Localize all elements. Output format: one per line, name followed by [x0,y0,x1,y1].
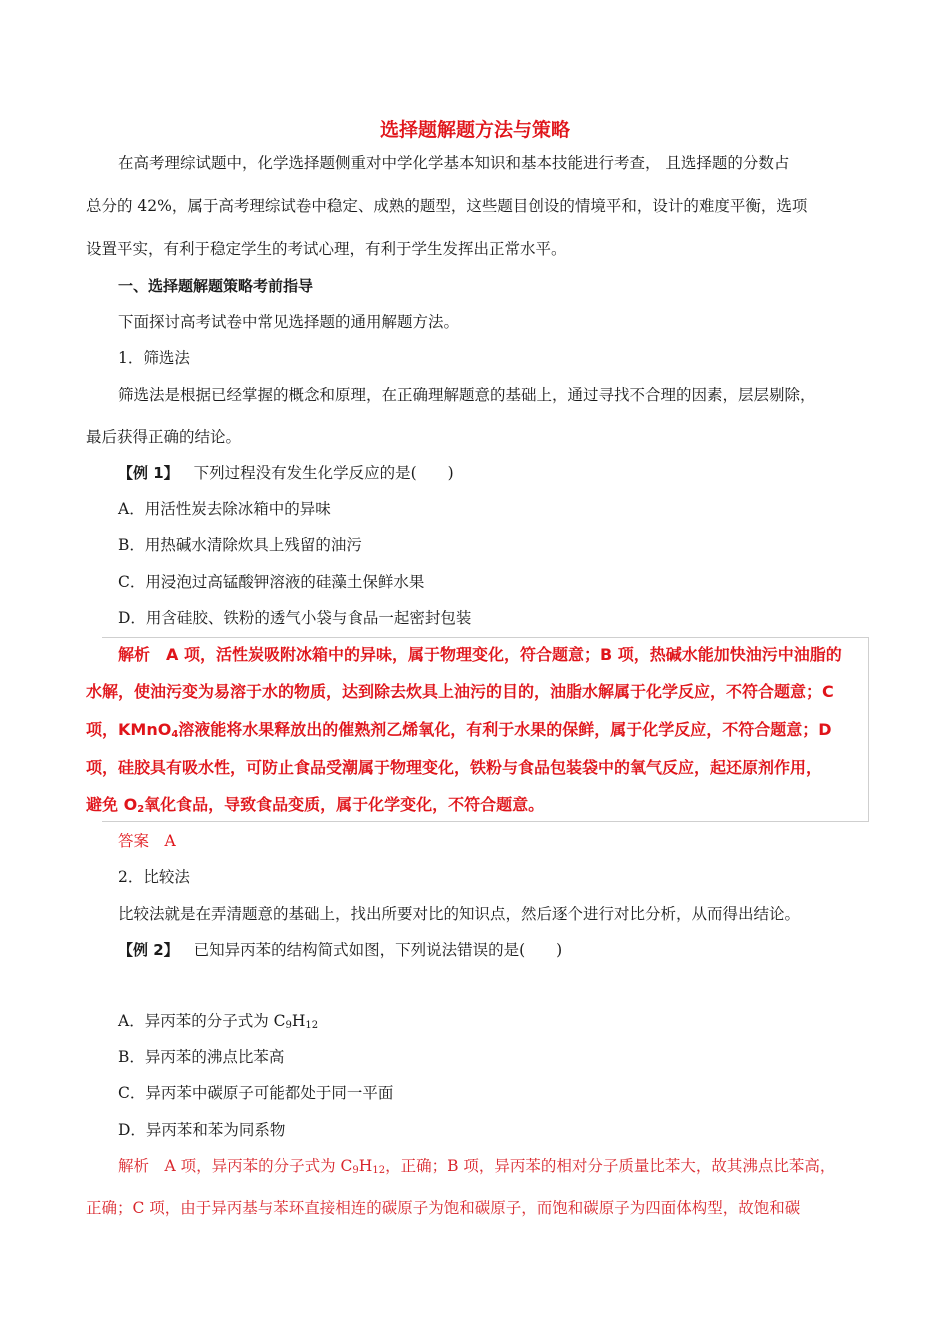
analysis-2-line-2: 正确；C 项，由于异丙基与苯环直接相连的碳原子为饱和碳原子，而饱和碳原子为四面体构型，故饱和碳 [86,1199,801,1217]
analysis-1-line-4: 项，硅胶具有吸水性，可防止食品受潮属于物理变化，铁粉与食品包装袋中的氧气反应，起还原剂作用， [86,758,823,777]
example-2-option-d: D．异丙苯和苯为同系物 [118,1121,286,1139]
analysis-1-line-1: 解析 A 项，活性炭吸附冰箱中的异味，属于物理变化，符合题意；B 项，热碱水能加快油污中油脂的 [118,645,842,664]
intro-line-2: 总分的 42%，属于高考理综试卷中稳定、成熟的题型，这些题目创设的情境平和，设计的难度平衡，选项 [86,197,808,215]
analysis-2-line-1: 解析 A 项，异丙苯的分子式为 $C_9H_{12}$，正确；B 项，异丙苯的相对分子质量比苯大，故其沸点比苯高， [118,1157,836,1176]
intro-line-3: 设置平实，有利于稳定学生的考试心理，有利于学生发挥出正常水平。 [86,240,567,258]
example-1-question: 下列过程没有发生化学反应的是( ) [193,464,454,482]
example-1-option-b: B．用热碱水清除炊具上残留的油污 [118,536,362,554]
example-2-option-b: B．异丙苯的沸点比苯高 [118,1048,285,1066]
section-intro: 下面探讨高考试卷中常见选择题的通用解题方法。 [118,313,460,331]
example-2 [118,940,562,960]
method-1-desc-line-2: 最后获得正确的结论。 [86,428,242,446]
analysis-1-line-5: 避免 $O_2$氧化食品，导致食品变质，属于化学变化，不符合题意。 [86,795,545,815]
page-title: 选择题解题方法与策略 [379,119,570,141]
example-2-option-a: A．异丙苯的分子式为 $C_9H_{12}$ [118,1012,319,1031]
method-1-heading: 1．筛选法 [118,349,190,367]
example-2-option-c: C．异丙苯中碳原子可能都处于同一平面 [118,1084,394,1102]
example-1 [118,463,454,483]
example-1-option-d: D．用含硅胶、铁粉的透气小袋与食品一起密封包装 [118,609,472,627]
section-heading: 一、选择题解题策略考前指导 [118,277,314,295]
example-1-option-c: C．用浸泡过高锰酸钾溶液的硅藻土保鲜水果 [118,573,425,591]
method-2-desc: 比较法就是在弄清题意的基础上，找出所要对比的知识点，然后逐个进行对比分析，从而得出结论。 [118,905,801,923]
example-1-label: 【例 1】 [118,464,179,482]
method-1-desc-line-1: 筛选法是根据已经掌握的概念和原理，在正确理解题意的基础上，通过寻找不合理的因素，层层剔除， [118,386,816,404]
example-1-option-a: A．用活性炭去除冰箱中的异味 [118,500,331,518]
example-2-question: 已知异丙苯的结构简式如图，下列说法错误的是( ) [193,941,563,959]
method-2-heading: 2．比较法 [118,868,190,886]
intro-line-1: 在高考理综试题中，化学选择题侧重对中学化学基本知识和基本技能进行考查， 且选择题的分数占 [118,154,790,172]
example-2-label: 【例 2】 [118,941,179,959]
analysis-1-line-2: 水解，使油污变为易溶于水的物质，达到除去炊具上油污的目的，油脂水解属于化学反应，不符合题意；C [86,682,834,701]
answer-1: 答案 A [118,832,176,850]
analysis-1-line-3: 项，KMnO$_4$溶液能将水果释放出的催熟剂乙烯氧化，有利于水果的保鲜，属于化学反应，不符合题意；D [86,720,832,740]
